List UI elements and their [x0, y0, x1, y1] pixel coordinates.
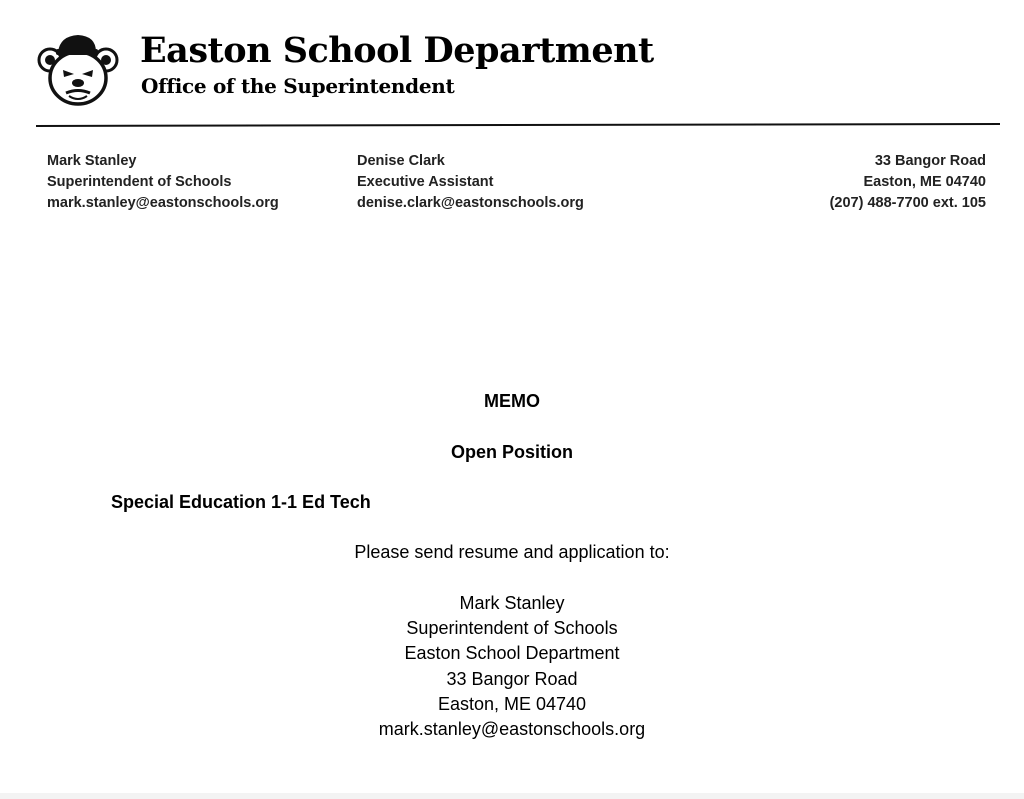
recipient-organization: Easton School Department — [404, 643, 620, 664]
assistant-contact — [357, 151, 584, 214]
assistant-title: Executive Assistant — [357, 174, 494, 190]
letterhead-divider — [36, 123, 1000, 127]
recipient-email: mark.stanley@eastonschools.org — [378, 719, 646, 740]
office-name: Office of the Superintendent — [141, 74, 455, 98]
page-bottom-edge — [0, 793, 1024, 799]
recipient-address — [0, 591, 1024, 742]
bear-mascot-icon — [36, 30, 120, 110]
application-instruction: Please send resume and application to: — [354, 542, 670, 562]
memo-heading: MEMO — [484, 391, 540, 411]
recipient-city: Easton, ME 04740 — [437, 693, 587, 714]
position-title: Special Education 1-1 Ed Tech — [111, 492, 371, 512]
assistant-email: denise.clark@eastonschools.org — [357, 195, 584, 211]
office-address — [830, 151, 986, 214]
address-city: Easton, ME 04740 — [863, 174, 986, 190]
superintendent-email: mark.stanley@eastonschools.org — [47, 195, 279, 211]
superintendent-contact — [47, 151, 279, 214]
recipient-street: 33 Bangor Road — [446, 668, 578, 689]
assistant-name: Denise Clark — [357, 153, 445, 169]
recipient-title: Superintendent of Schools — [406, 618, 618, 639]
address-phone: (207) 488-7700 ext. 105 — [829, 195, 986, 211]
superintendent-name: Mark Stanley — [47, 153, 137, 169]
address-street: 33 Bangor Road — [874, 153, 986, 169]
recipient-name: Mark Stanley — [459, 593, 565, 613]
superintendent-title: Superintendent of Schools — [47, 174, 232, 190]
memo-subheading: Open Position — [450, 442, 573, 462]
organization-name: Easton School Department — [140, 30, 654, 71]
